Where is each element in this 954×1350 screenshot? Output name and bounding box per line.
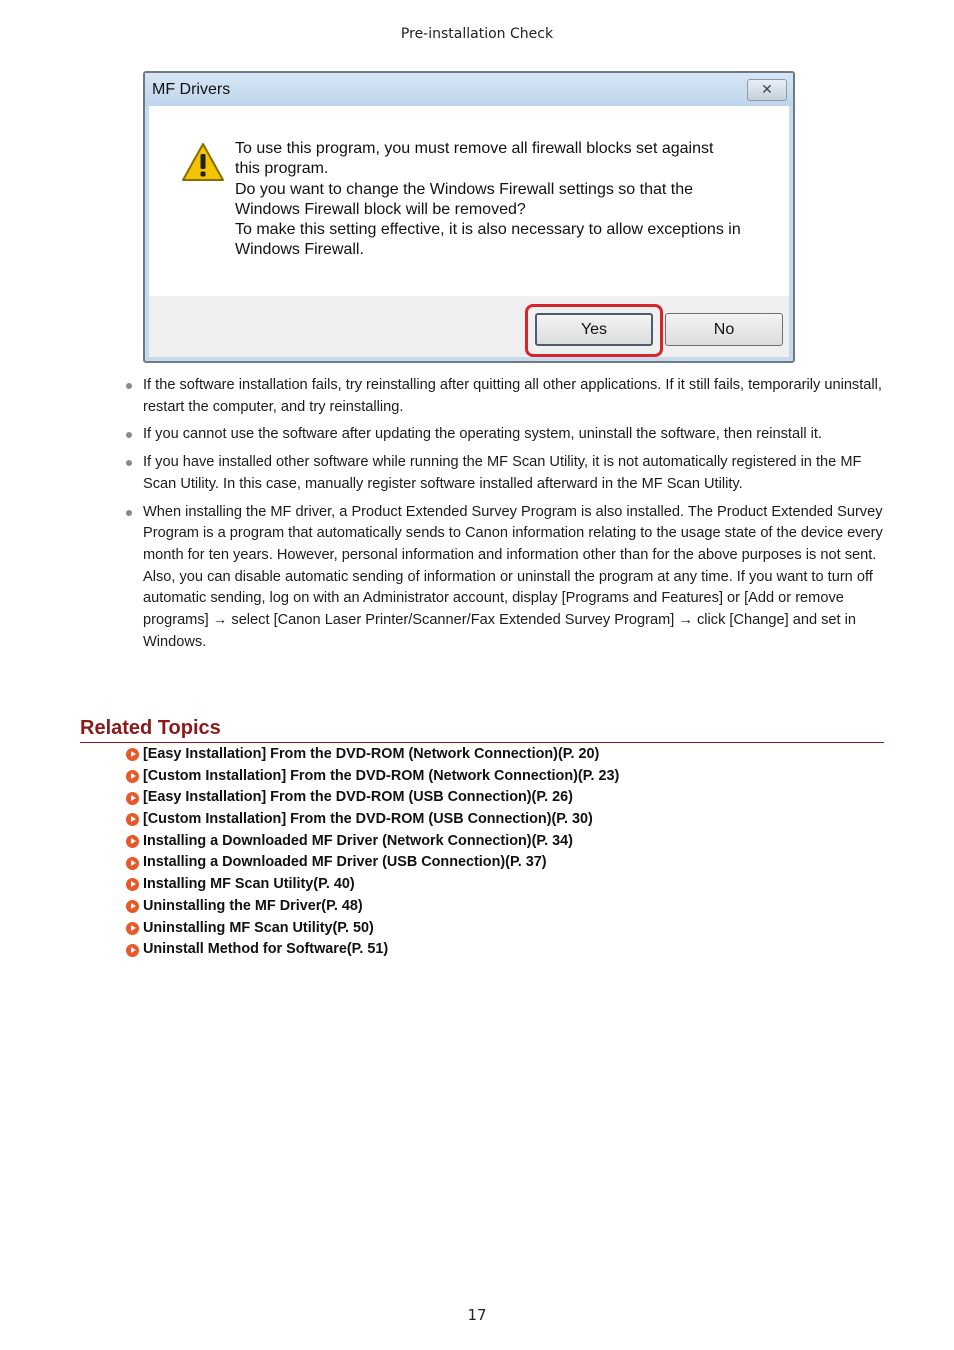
related-link-label[interactable]: Uninstall Method for Software(P. 51) [143,941,389,958]
related-link[interactable] [126,939,619,961]
message-line: Do you want to change the Windows Firewall settings so that the [235,180,694,198]
arrow-circle-icon [126,813,139,826]
related-topics-list [126,744,619,961]
message-line: Windows Firewall. [235,241,364,259]
arrow-circle-icon [126,878,139,891]
related-link[interactable] [126,896,619,918]
message-line: To use this program, you must remove all firewall blocks set against [235,140,714,157]
related-link[interactable] [126,809,619,831]
related-link[interactable] [126,831,619,853]
arrow-circle-icon [126,748,139,761]
related-link-label[interactable]: Uninstalling MF Scan Utility(P. 50) [143,919,374,936]
message-line: Windows Firewall block will be removed? [235,200,526,218]
warning-icon [181,142,225,182]
arrow-circle-icon [126,835,139,848]
related-link[interactable] [126,744,619,766]
no-button[interactable]: No [665,313,783,346]
arrow-circle-icon [126,944,139,957]
related-link-label[interactable]: [Easy Installation] From the DVD-ROM (USB Connection)(P. 26) [143,789,573,806]
related-link[interactable] [126,874,619,896]
related-link[interactable] [126,766,619,788]
note-item: When installing the MF driver, a Product Extended Survey Program is also installed. The Product Extended Survey Program is a program that automatically sends to Canon information relating to the usage state of the device every month for ten years. However, personal information and information other than for the above purposes is not sent. Also, you can disable automatic sending of information or uninstall the program at any time. If you want to turn off automatic sending, log on with an Administrator account, display [Programs and Features] or [Add or remove programs] → select [Canon Laser Printer/Scanner/Fax Extended Survey Program] → click [Change] and set in Windows. [143,502,883,654]
message-line: To make this setting effective, it is also necessary to allow exceptions in [235,221,741,239]
arrow-circle-icon [126,922,139,935]
related-topics-heading: Related Topics [80,713,884,743]
dialog-message [235,139,775,261]
note-item: If the software installation fails, try reinstalling after quitting all other applications. If it still fails, temporarily uninstall, restart the computer, and try reinstalling. [143,375,883,418]
dialog-footer [149,296,789,357]
dialog-titlebar [145,73,793,106]
arrow-circle-icon [126,900,139,913]
related-link-label[interactable]: Uninstalling the MF Driver(P. 48) [143,897,363,914]
dialog-title: MF Drivers [152,81,231,98]
page-number: 17 [467,1306,487,1324]
notes-list [143,375,883,659]
related-link-label[interactable]: Installing a Downloaded MF Driver (Network Connection)(P. 34) [143,832,573,849]
message-line: this program. [235,160,329,178]
firewall-dialog-screenshot [143,71,795,363]
related-link[interactable] [126,918,619,940]
running-header: Pre-installation Check [400,26,554,42]
related-link-label[interactable]: Installing MF Scan Utility(P. 40) [143,876,355,893]
arrow-circle-icon [126,792,139,805]
related-link-label[interactable]: [Easy Installation] From the DVD-ROM (Network Connection)(P. 20) [143,746,600,762]
note-item: If you cannot use the software after updating the operating system, uninstall the software, then reinstall it. [143,424,883,446]
related-link-label[interactable]: [Custom Installation] From the DVD-ROM (Network Connection)(P. 23) [143,767,620,784]
arrow-circle-icon [126,770,139,783]
close-icon[interactable]: ✕ [747,79,787,101]
related-link-label[interactable]: [Custom Installation] From the DVD-ROM (USB Connection)(P. 30) [143,811,593,828]
related-link[interactable] [126,852,619,874]
related-link-label[interactable]: Installing a Downloaded MF Driver (USB Connection)(P. 37) [143,854,547,871]
dialog-body [149,106,789,296]
note-item: If you have installed other software while running the MF Scan Utility, it is not automatically registered in the MF Scan Utility. In this case, manually register software installed afterward in the MF Scan Utility. [143,452,883,495]
yes-button[interactable]: Yes [535,313,653,346]
related-link[interactable] [126,787,619,809]
arrow-circle-icon [126,857,139,870]
